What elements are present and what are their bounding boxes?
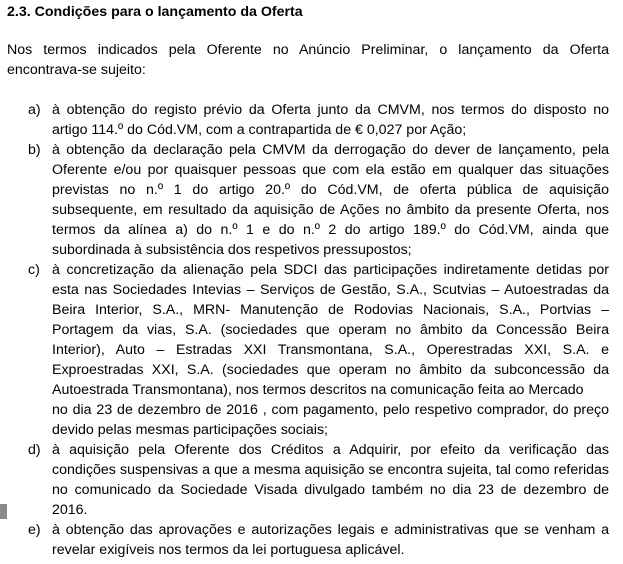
list-item-c: [28, 260, 609, 400]
list-marker: b): [28, 142, 41, 158]
margin-marker: [0, 504, 7, 519]
list-marker: c): [28, 262, 40, 278]
list-marker: d): [28, 442, 41, 458]
list-item-d: [28, 440, 609, 520]
section-heading: 2.3. Condições para o lançamento da Oferta: [7, 4, 303, 20]
list-item-e: [28, 520, 609, 560]
intro-paragraph: Nos termos indicados pela Oferente no Anúncio Preliminar, o lançamento da Oferta encontrava-se sujeito:: [7, 42, 609, 78]
list-item-b: [28, 140, 609, 260]
list-item-text: à obtenção das aprovações e autorizações legais e administrativas que se venham a revelar exigíveis nos termos da lei portuguesa aplicável.: [52, 522, 609, 558]
list-item-text: à concretização da alienação pela SDCI das participações indiretamente detidas por esta nas Sociedades Intevias – Serviços de Gestão, S.A., Scutvias – Autoestradas da Beira Interior, S.A., MRN- Manutenção de Rodovias Nacionais, S.A., Portvias – Portagem da vias, S.A. (sociedades que operam no âmbito da Concessão Beira Interior), Auto – Estradas XXI Transmontana, S.A., Operestradas XXI, S.A. e Exproestradas XXI, S.A. (sociedades que operam no âmbito da subconcessão da Autoestrada Transmontana), nos termos descritos na comunicação feita ao Mercado: [52, 262, 609, 398]
list-item-text: à obtenção do registo prévio da Oferta junto da CMVM, nos termos do disposto no artigo 114.º do Cód.VM, com a contrapartida de € 0,027 por Ação;: [52, 102, 609, 138]
list-marker: e): [28, 522, 41, 538]
list-item-c-continuation: no dia 23 de dezembro de 2016 , com pagamento, pelo respetivo comprador, do preço devido pelas mesmas participações sociais;: [52, 402, 609, 438]
list-item-a: [28, 100, 609, 140]
list-marker: a): [28, 102, 41, 118]
list-item-text: à obtenção da declaração pela CMVM da derrogação do dever de lançamento, pela Oferente e/ou por quaisquer pessoas que com ela estão em qualquer das situações previstas no n.º 1 do artigo 20.º do Cód.VM, de oferta pública de aquisição subsequente, em resultado da aquisição de Ações no âmbito da presente Oferta, nos termos da alínea a) do n.º 1 e do n.º 2 do artigo 189.º do Cód.VM, ainda que subordinada à subsistência dos respetivos pressupostos;: [52, 142, 609, 258]
list-item-text: à aquisição pela Oferente dos Créditos a Adquirir, por efeito da verificação das condições suspensivas a que a mesma aquisição se encontra sujeita, tal como referidas no comunicado da Sociedade Visada divulgado também no dia 23 de dezembro de 2016.: [52, 442, 609, 518]
